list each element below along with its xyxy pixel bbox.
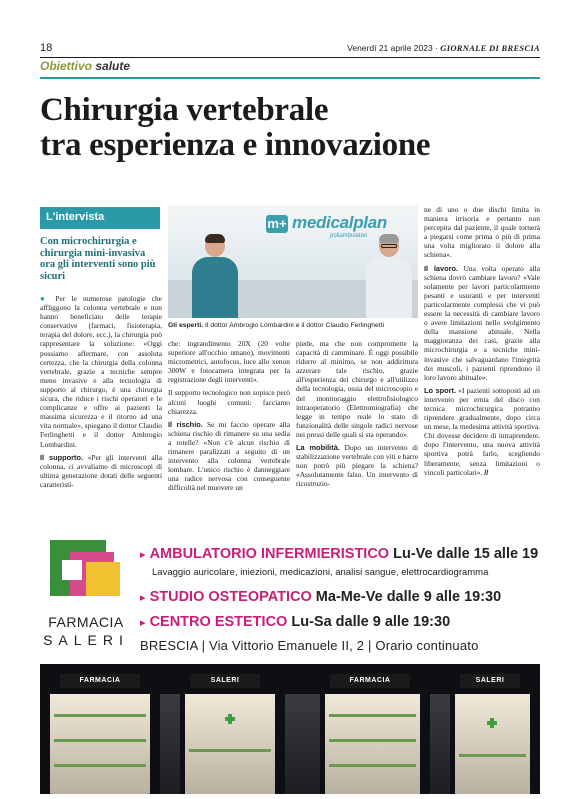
paragraph-heading: La mobilità. [296, 443, 340, 453]
article-paragraph: La mobilità. Dopo un intervento di stabilizzazione vertebrale con viti e barre non potrò più piegare la schiena? «Assolutamente falso. Un intervento di ricostruzio- [296, 443, 418, 489]
storefront-photo [40, 664, 540, 794]
pharmacy-cross-icon [487, 718, 497, 728]
pharmacy-cross-icon [225, 714, 235, 724]
section-label-part1: Obiettivo [40, 59, 93, 73]
arrow-icon: ▸ [140, 592, 146, 604]
photo-caption [168, 322, 418, 330]
doctor-left-figure [192, 235, 238, 318]
caption-title: Gli esperti. [168, 322, 204, 329]
article-paragraph: che: ingrandimento 20X (20 volte superiore all'occhio umano), movimenti micrometrici, autofocus, luce allo xenon 300W e fotocamera integrata per la registrazione degli interventi». [168, 339, 290, 385]
section-label-part2: salute [95, 59, 131, 73]
issue-date: Venerdì 21 aprile 2023 [347, 43, 433, 53]
ad-osteopatico-line [140, 589, 501, 605]
medicalplan-logo-subtitle: poliambulatori [330, 233, 368, 239]
publication-name: GIORNALE DI BRESCIA [440, 43, 540, 53]
caption-text: Il dottor Ambrogio Lombardini e il dottor Claudio Ferlinghetti [203, 322, 385, 329]
ad-osteopatico-title: STUDIO OSTEOPATICO [149, 589, 312, 605]
header-separator: · [435, 43, 438, 53]
end-mark: // [484, 467, 489, 477]
medicalplan-logo-icon: m+ [267, 216, 287, 231]
article-subhead: Con microchirurgia e chirurgia mini-invasiva ora gli interventi sono più sicuri [40, 236, 156, 282]
paragraph-heading: Il supporto. [40, 452, 84, 462]
medicalplan-logo-text: medicalplan [292, 213, 387, 232]
section-rule [40, 77, 540, 79]
store-pillar [430, 694, 450, 794]
logo-white-square-icon [62, 560, 82, 580]
store-sign: SALERI [460, 674, 520, 688]
interview-label: L'intervista [46, 211, 105, 223]
article-photo [168, 205, 418, 318]
article-paragraph: Il supporto. «Per gli interventi alla colonna, ci avvaliamo di microscopi di ultima generazione dotati delle seguenti caratteristi- [40, 452, 163, 489]
arrow-icon: ▸ [140, 617, 146, 629]
ad-ambulatorio-services: Lavaggio auricolare, iniezioni, medicazioni, analisi sangue, elettrocardiogramma [152, 567, 489, 578]
headline-line1: Chirurgia vertebrale [40, 92, 329, 128]
paragraph-heading: Lo sport. [424, 385, 457, 395]
article-paragraph: Il rischio. Se mi faccio operare alla schiena rischio di rimanere su una sedia a rotelle? «Non c'è alcun rischio di rimanere paralizzati a seguito di un intervento alla colonna vertebrale lombare. L'unico rischio è danneggiare una radice nervosa con conseguente difficoltà nel muovere un [168, 419, 290, 493]
farmacia-saleri-logo [40, 540, 132, 650]
page-header [40, 42, 540, 56]
logo-text-farmacia: FARMACIA [48, 614, 124, 630]
article-paragraph: Il lavoro. Una volta operato alla schiena dovrò cambiare lavoro? «Vale solamente per lavori particolarmente pesanti e usuranti e per interventi particolarmente complessi che vi può essere la necessità di cambiare lavoro o avere limitazioni nello svolgimento della mansione abituale. Nella maggioranza dei casi, grazie alla microchirurgia e a tecniche mini-invasive che salvaguardano l'integrità dei muscoli, i pazienti riprendono il loro lavoro abituale». [424, 263, 540, 382]
article-column-4 [424, 205, 540, 481]
paragraph-heading: Il rischio. [168, 419, 203, 429]
article-paragraph: Lo sport. «I pazienti sottoposti ad un intervento per ernia del disco con tecnica microchirurgica potranno riprendere gradualmente, dopo circa un mese, la medesima attività sportiva. Chi dovesse decidere di intraprendere, dopo l'intervento, una nuova attività sportiva potrà farlo, scegliendo liberamente, senza limitazioni o vincoli particolari». // [424, 385, 540, 477]
ad-osteopatico-hours: Ma-Me-Ve dalle 9 alle 19:30 [315, 589, 502, 605]
doctor-right-figure [366, 235, 412, 318]
headline-line2: tra esperienza e innovazione [40, 127, 431, 163]
ad-estetico-line [140, 614, 450, 630]
header-rule [40, 57, 540, 58]
logo-text-saleri: SALERI [43, 632, 129, 648]
store-sign: SALERI [190, 674, 260, 688]
section-label [40, 59, 130, 73]
ad-ambulatorio-title: AMBULATORIO INFERMIERISTICO [149, 546, 390, 562]
ad-ambulatorio-line [140, 546, 538, 562]
store-window [50, 694, 150, 794]
store-window [455, 694, 530, 794]
store-sign: FARMACIA [330, 674, 410, 688]
ad-address: BRESCIA | Via Vittorio Emanuele II, 2 | Orario continuato [140, 638, 479, 653]
article-paragraph: ● Per le numerose patologie che affliggono la colonna vertebrale e non hanno beneficiato delle terapie conservative (farmaci, fisioterapia, terapia del dolore, ecc.), la chirurgia può rappresentare la soluzione: «Oggi possiamo affermare, con assoluta certezza, che la chirurgia della colonna vertebrale, grazie a tecniche sempre meno invasive e alla tecnologia di supporto al chirurgo, è una chirurgia sicura, che riduce i rischi operatori e le complicanze e offre ai pazienti la massima sicurezza e il ritorno ad una vita normale», spiegano il dottor Claudio Ferlinghetti e il dottor Ambrogio Lombardini. [40, 294, 162, 449]
article-column-2 [168, 339, 290, 497]
page-number: 18 [40, 42, 53, 54]
logo-yellow-square-icon [86, 562, 120, 596]
store-pillar [285, 694, 320, 794]
article-column-1 [40, 294, 162, 493]
store-window [325, 694, 420, 794]
paragraph-heading: Il lavoro. [424, 263, 459, 273]
article-paragraph: piede, ma che non compromette la capacità di camminare. È oggi possibile ridurre al minimo, se non addirittura azzerare tale rischio, grazie all'esperienza del chirurgo e all'utilizzo della tecnologia, ossia del microscopio e del monitoraggio elettrofisiologico intraoperatorio (Elettromiografia) che legge in tempo reale lo stato di funzionalità delle singole radici nervose nei pressi delle quali si sta operando». [296, 339, 418, 439]
arrow-icon: ▸ [140, 549, 146, 561]
ad-estetico-hours: Lu-Sa dalle 9 alle 19:30 [291, 614, 451, 630]
store-pillar [160, 694, 180, 794]
header-right [347, 43, 540, 53]
bullet-icon: ● [40, 294, 50, 303]
article-column-3 [296, 339, 418, 493]
article-paragraph: ne di uno o due dischi limita in maniera irrisoria e pertanto non percepita dal paziente, il quale tornerà a piegarsi come prima o più di prima una volta migliorato il dolore alla schiena». [424, 205, 540, 260]
store-window [185, 694, 275, 794]
ad-estetico-title: CENTRO ESTETICO [149, 614, 288, 630]
pharmacy-advertisement [40, 534, 540, 794]
store-sign: FARMACIA [60, 674, 140, 688]
ad-ambulatorio-hours: Lu-Ve dalle 15 alle 19 [393, 546, 539, 562]
headline [40, 93, 550, 163]
article-paragraph: Il supporto tecnologico non sopisce però alcuni luoghi comuni: facciamo chiarezza. [168, 388, 290, 416]
